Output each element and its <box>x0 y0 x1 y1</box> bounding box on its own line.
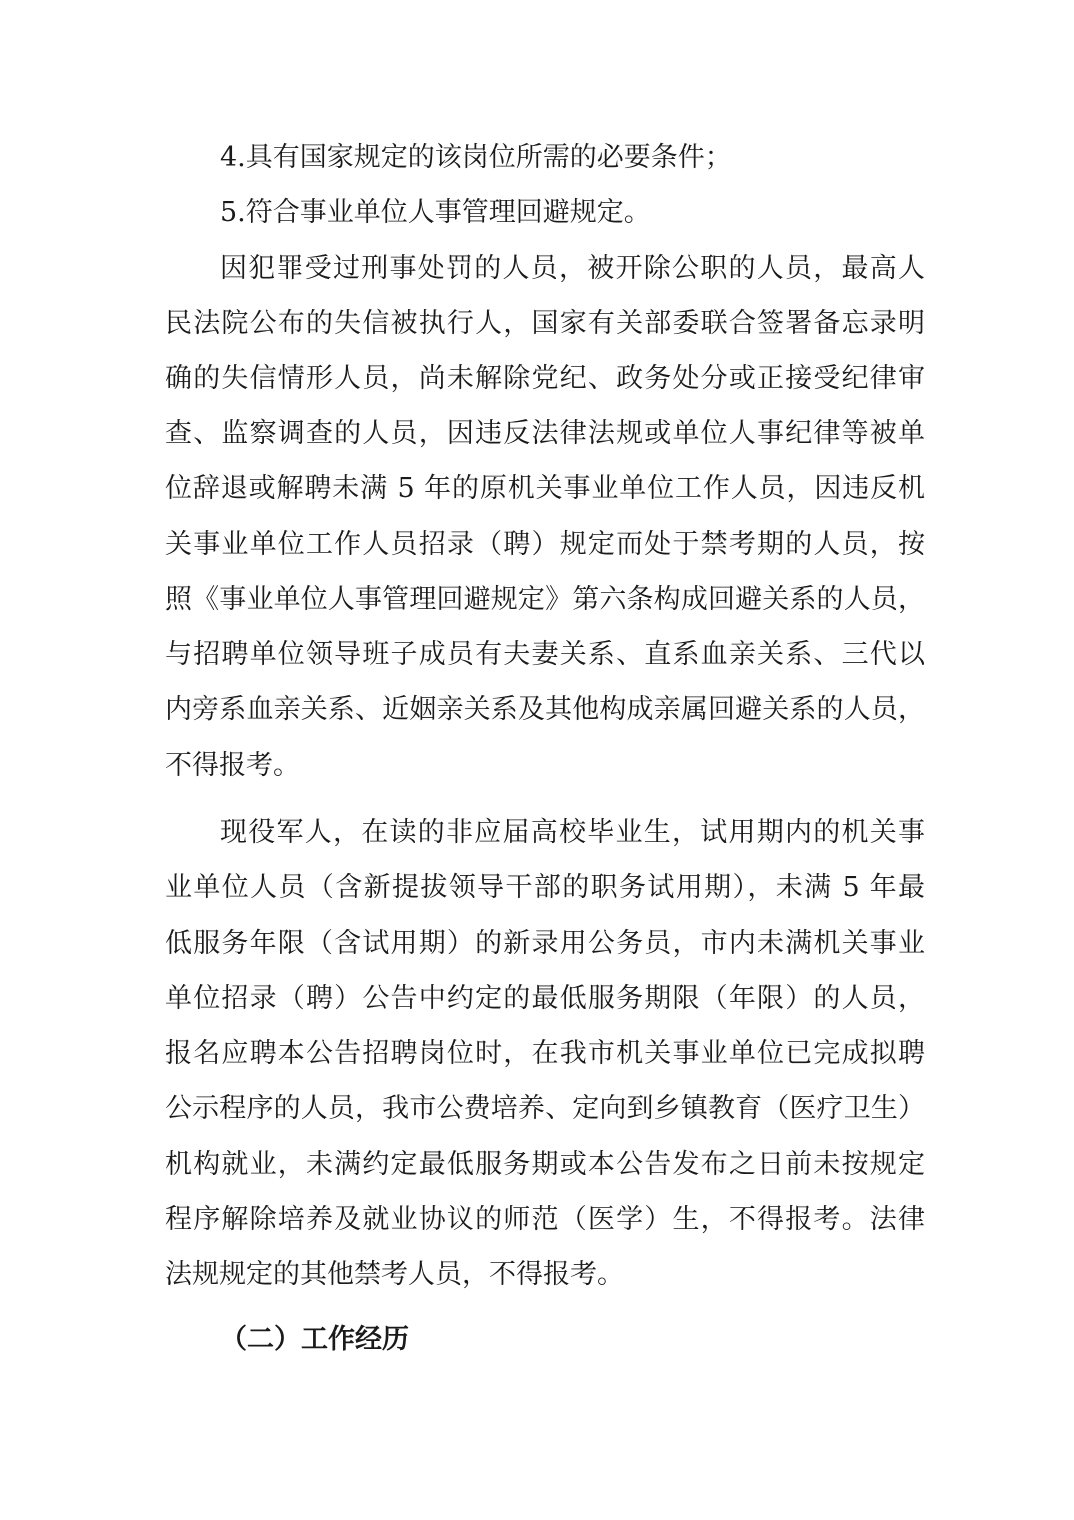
paragraph-line: 内旁系血亲关系、近姻亲关系及其他构成亲属回避关系的人员， <box>165 694 925 725</box>
paragraph-line: 照《事业单位人事管理回避规定》第六条构成回避关系的人员， <box>165 584 925 615</box>
paragraph-line: 关事业单位工作人员招录（聘）规定而处于禁考期的人员，按 <box>165 529 925 560</box>
paragraph-line: 查、监察调查的人员，因违反法律法规或单位人事纪律等被单 <box>165 418 925 449</box>
paragraph-line: 不得报考。 <box>165 750 300 781</box>
paragraph-line: 法规规定的其他禁考人员，不得报考。 <box>165 1259 624 1290</box>
paragraph-line: 与招聘单位领导班子成员有夫妻关系、直系血亲关系、三代以 <box>165 639 925 670</box>
paragraph-line: 程序解除培养及就业协议的师范（医学）生，不得报考。法律 <box>165 1204 925 1235</box>
paragraph-line: 确的失信情形人员，尚未解除党纪、政务处分或正接受纪律审 <box>165 363 925 394</box>
paragraph-line: 业单位人员（含新提拔领导干部的职务试用期），未满 5 年最 <box>165 872 925 903</box>
condition-item-5: 5.符合事业单位人事管理回避规定。 <box>220 197 651 228</box>
paragraph-line: 低服务年限（含试用期）的新录用公务员，市内未满机关事业 <box>165 928 925 959</box>
paragraph-line: 因犯罪受过刑事处罚的人员，被开除公职的人员，最高人 <box>220 253 925 284</box>
paragraph-line: 机构就业，未满约定最低服务期或本公告发布之日前未按规定 <box>165 1149 925 1180</box>
section-heading: （二）工作经历 <box>220 1324 409 1355</box>
paragraph-line: 民法院公布的失信被执行人，国家有关部委联合签署备忘录明 <box>165 308 925 339</box>
paragraph-line: 公示程序的人员，我市公费培养、定向到乡镇教育（医疗卫生） <box>165 1093 925 1124</box>
condition-item-4: 4.具有国家规定的该岗位所需的必要条件； <box>220 142 732 173</box>
paragraph-line: 报名应聘本公告招聘岗位时，在我市机关事业单位已完成拟聘 <box>165 1038 925 1069</box>
paragraph-line: 现役军人，在读的非应届高校毕业生，试用期内的机关事 <box>220 817 925 848</box>
paragraph-line: 位辞退或解聘未满 5 年的原机关事业单位工作人员，因违反机 <box>165 473 925 504</box>
paragraph-line: 单位招录（聘）公告中约定的最低服务期限（年限）的人员， <box>165 983 925 1014</box>
